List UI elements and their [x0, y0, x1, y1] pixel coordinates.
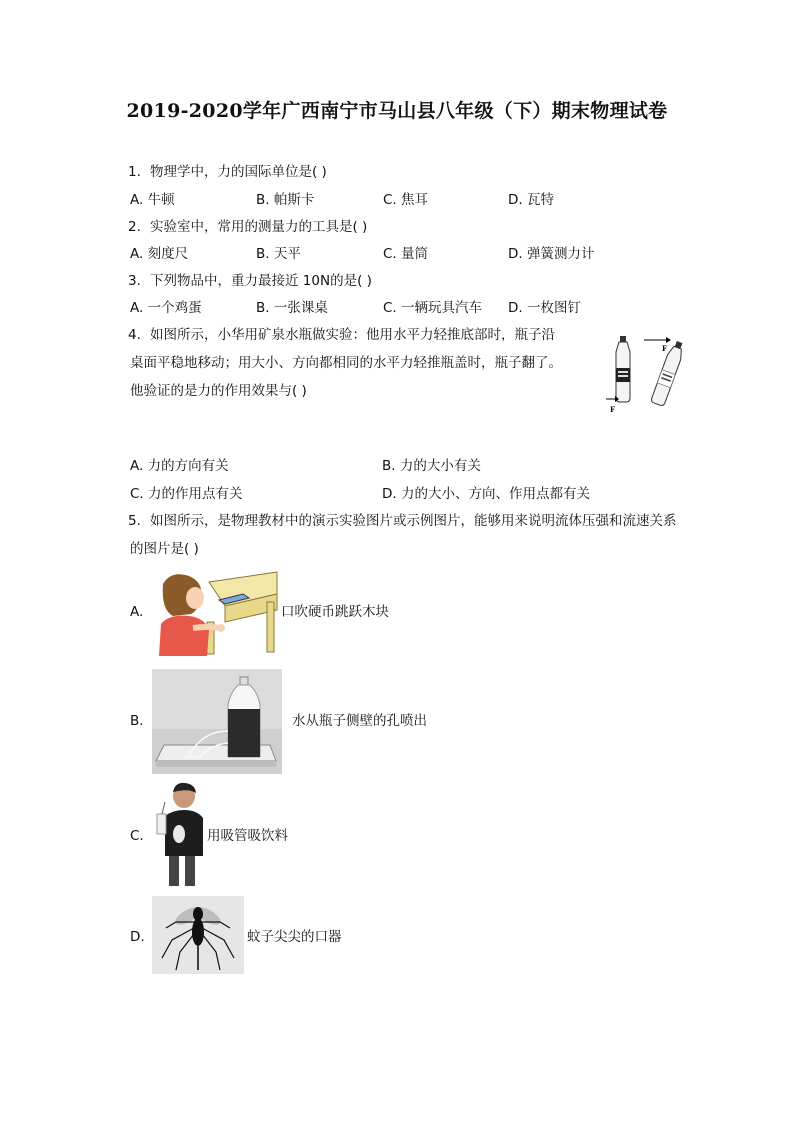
- question-text-line-1: 如图所示，是物理教材中的演示实验图片或示例图片，能够用来说明流体压强和流速关系: [150, 513, 677, 529]
- question-number: 4.: [128, 327, 141, 343]
- mosquito-picture: [152, 896, 244, 974]
- q1-option-b[interactable]: B. 帕斯卡: [256, 192, 315, 208]
- question-text-line-1: 如图所示，小华用矿泉水瓶做实验：他用水平力轻推底部时，瓶子沿: [150, 327, 555, 343]
- question-text-line-3: 他验证的是力的作用效果与( ): [130, 383, 307, 399]
- upright-bottle-icon: [616, 336, 630, 402]
- q5-option-b-letter[interactable]: B.: [130, 713, 144, 729]
- question-4: [128, 325, 555, 345]
- q2-option-b[interactable]: B. 天平: [256, 246, 301, 262]
- page-title: 2019-2020学年广西南宁市马山县八年级（下）期末物理试卷: [126, 100, 668, 122]
- q2-option-a[interactable]: A. 刻度尺: [130, 246, 189, 262]
- water-bottle-holes-picture: [152, 669, 282, 774]
- tilted-bottle-icon: [650, 340, 686, 407]
- q5-option-a-caption: 口吹硬币跳跃木块: [281, 604, 389, 620]
- q3-option-a[interactable]: A. 一个鸡蛋: [130, 300, 202, 316]
- question-text: 物理学中，力的国际单位是( ): [150, 164, 327, 180]
- q3-option-b[interactable]: B. 一张课桌: [256, 300, 328, 316]
- question-1: [128, 162, 327, 182]
- q4-option-b[interactable]: B. 力的大小有关: [382, 458, 481, 474]
- question-3: [128, 271, 372, 291]
- q5-option-c-caption: 用吸管吸饮料: [207, 828, 288, 844]
- question-number: 5.: [128, 513, 141, 529]
- question-number: 1.: [128, 164, 141, 180]
- q4-option-a[interactable]: A. 力的方向有关: [130, 458, 229, 474]
- boy-drinking-straw-picture: [153, 782, 207, 886]
- question-text: 下列物品中，重力最接近 10N的是( ): [150, 273, 372, 289]
- q5-option-a-letter[interactable]: A.: [130, 604, 144, 620]
- bottles-figure: [606, 332, 696, 416]
- q5-option-d-letter[interactable]: D.: [130, 929, 145, 945]
- q4-option-c[interactable]: C. 力的作用点有关: [130, 486, 243, 502]
- force-label: F: [610, 405, 615, 414]
- q2-option-c[interactable]: C. 量筒: [383, 246, 429, 262]
- q1-option-c[interactable]: C. 焦耳: [383, 192, 429, 208]
- force-label: F: [662, 344, 667, 353]
- girl-blowing-coin-picture: [153, 570, 279, 656]
- question-number: 2.: [128, 219, 141, 235]
- question-2: [128, 217, 367, 237]
- q2-option-d[interactable]: D. 弹簧测力计: [508, 246, 595, 262]
- question-text-line-2: 的图片是( ): [130, 541, 199, 557]
- question-number: 3.: [128, 273, 141, 289]
- q5-option-c-letter[interactable]: C.: [130, 828, 144, 844]
- q1-option-d[interactable]: D. 瓦特: [508, 192, 554, 208]
- q5-option-d-caption: 蚊子尖尖的口器: [247, 929, 342, 945]
- question-text-line-2: 桌面平稳地移动；用大小、方向都相同的水平力轻推瓶盖时，瓶子翻了。: [130, 355, 562, 371]
- q3-option-d[interactable]: D. 一枚图钉: [508, 300, 581, 316]
- q3-option-c[interactable]: C. 一辆玩具汽车: [383, 300, 483, 316]
- question-5: [128, 511, 677, 531]
- question-text: 实验室中，常用的测量力的工具是( ): [150, 219, 368, 235]
- q1-option-a[interactable]: A. 牛顿: [130, 192, 175, 208]
- q4-option-d[interactable]: D. 力的大小、方向、作用点都有关: [382, 486, 590, 502]
- q5-option-b-caption: 水从瓶子侧壁的孔喷出: [292, 713, 427, 729]
